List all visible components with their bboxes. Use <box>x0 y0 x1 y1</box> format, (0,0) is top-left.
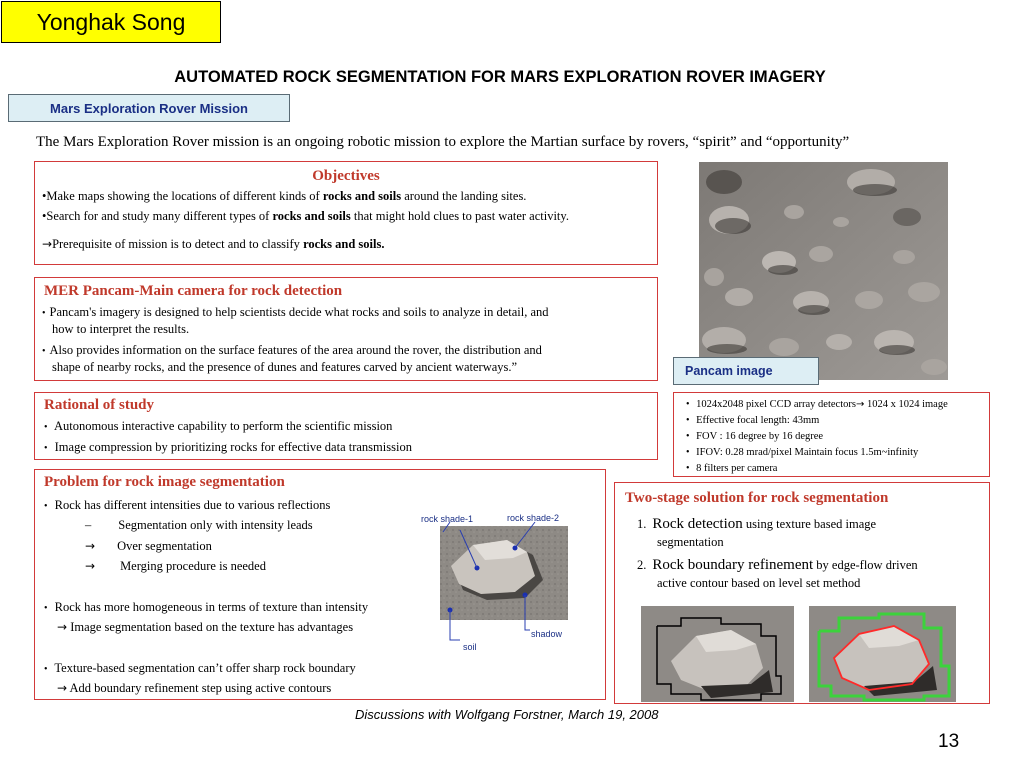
pancam-camera-item-cont: how to interpret the results. <box>52 322 190 336</box>
problem-subitem: → Image segmentation based on the texture has advantages <box>57 620 354 634</box>
pancam-image-label: Pancam image <box>673 357 819 385</box>
page-number: 13 <box>938 731 960 752</box>
two-stage-item: 2. Rock boundary refinement by edge-flow driven <box>637 557 918 573</box>
objectives-box <box>34 161 658 265</box>
rational-box <box>34 392 658 460</box>
problem-subitem: – Segmentation only with intensity leads <box>85 518 313 532</box>
two-stage-item-cont: active contour based on level set method <box>657 576 861 590</box>
arrow-right-icon: → <box>57 681 68 695</box>
mission-label: Mars Exploration Rover Mission <box>8 94 290 122</box>
rational-heading: Rational of study <box>44 397 155 413</box>
arrow-right-icon: → <box>57 620 68 634</box>
label-shadow: shadow <box>531 629 563 639</box>
label-rock-shade-2: rock shade-2 <box>507 513 560 523</box>
arrow-right-icon: → <box>42 237 53 251</box>
pancam-camera-item-cont: shape of nearby rocks, and the presence of dunes and features carved by ancient waterways.” <box>52 360 518 374</box>
pancam-camera-item: • Also provides information on the surface features of the area around the rover, the distribution and <box>42 343 542 357</box>
author-name: Yonghak Song <box>36 8 186 35</box>
slide-title: AUTOMATED ROCK SEGMENTATION FOR MARS EXPLORATION ROVER IMAGERY <box>174 68 826 86</box>
rock-detection-image <box>641 606 794 702</box>
rock-segmentation-figure <box>415 510 585 655</box>
problem-subitem: → Over segmentation <box>85 539 212 553</box>
spec-item: • 8 filters per camera <box>686 463 778 474</box>
objectives-heading: Objectives <box>312 168 380 184</box>
intro-text: The Mars Exploration Rover mission is an ongoing robotic mission to explore the Martian surface by rovers, “spirit” and “opportunity” <box>36 134 850 150</box>
objectives-item: →Prerequisite of mission is to detect and to classify rocks and soils. <box>42 237 385 251</box>
problem-heading: Problem for rock image segmentation <box>44 474 285 490</box>
pancam-image <box>699 162 948 380</box>
rational-item: • Autonomous interactive capability to perform the scientific mission <box>44 419 393 433</box>
two-stage-item-cont: segmentation <box>657 535 724 549</box>
rock-boundary-refinement-image <box>809 606 956 702</box>
problem-subitem: → Merging procedure is needed <box>85 559 266 573</box>
label-soil: soil <box>463 642 477 652</box>
author-box <box>1 1 221 43</box>
problem-subitem: → Add boundary refinement step using active contours <box>57 681 332 695</box>
spec-item: • IFOV: 0.28 mrad/pixel Maintain focus 1.5m~infinity <box>686 447 919 458</box>
arrow-right-icon: → <box>85 559 96 573</box>
spec-item: • Effective focal length: 43mm <box>686 415 820 426</box>
footer-text: Discussions with Wolfgang Forstner, March 19, 2008 <box>355 707 659 722</box>
problem-item: • Rock has more homogeneous in terms of texture than intensity <box>44 600 369 614</box>
spec-item: • 1024x2048 pixel CCD array detectors→ 1024 x 1024 image <box>686 399 948 410</box>
pancam-camera-item: • Pancam's imagery is designed to help scientists decide what rocks and soils to analyze in detail, and <box>42 305 549 319</box>
problem-item: • Rock has different intensities due to various reflections <box>44 498 331 512</box>
two-stage-heading: Two-stage solution for rock segmentation <box>625 490 889 506</box>
label-rock-shade-1: rock shade-1 <box>421 514 474 524</box>
problem-item: • Texture-based segmentation can’t offer sharp rock boundary <box>44 661 356 675</box>
objectives-item: •Search for and study many different types of rocks and soils that might hold clues to past water activity. <box>42 209 569 223</box>
arrow-right-icon: → <box>855 399 865 410</box>
objectives-item: •Make maps showing the locations of different kinds of rocks and soils around the landing sites. <box>42 189 527 203</box>
arrow-right-icon: → <box>85 539 96 553</box>
pancam-camera-heading: MER Pancam-Main camera for rock detection <box>44 283 343 299</box>
rational-item: • Image compression by prioritizing rocks for effective data transmission <box>44 440 412 454</box>
pancam-camera-box <box>34 277 658 381</box>
two-stage-item: 1. Rock detection using texture based image <box>637 516 877 532</box>
spec-item: • FOV : 16 degree by 16 degree <box>686 431 824 442</box>
